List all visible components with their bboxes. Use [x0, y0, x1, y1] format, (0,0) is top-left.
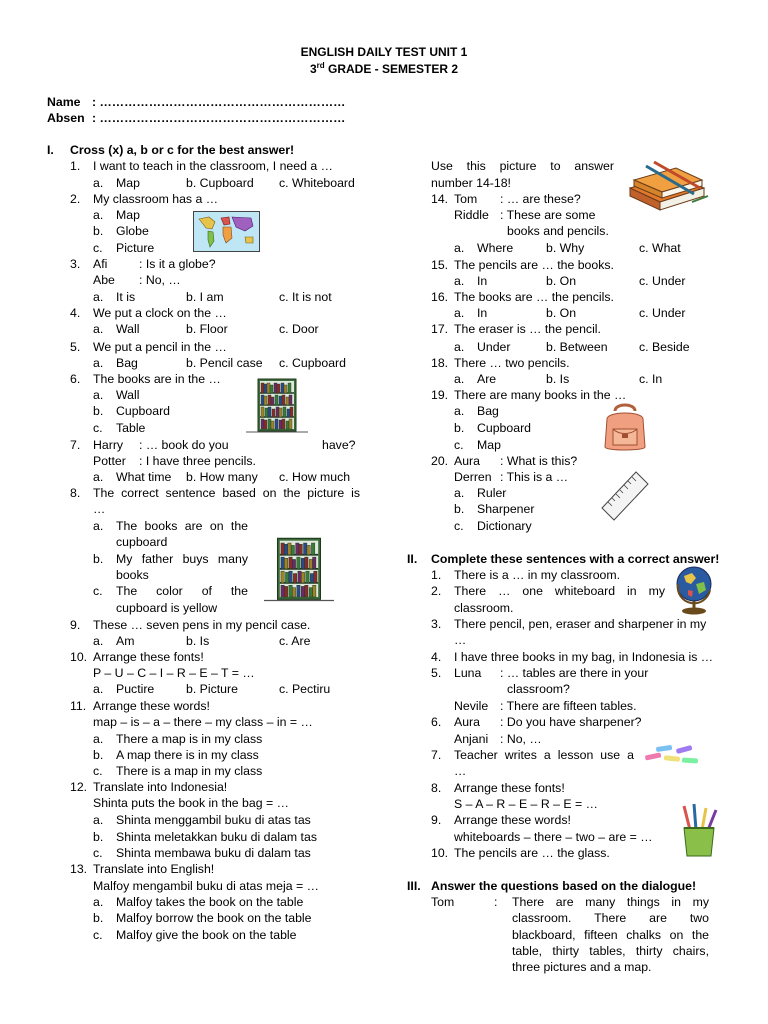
q11-option-c-letter[interactable]: c. — [93, 764, 103, 778]
q20-number: 20. — [431, 454, 449, 468]
q14-line-3: books and pencils. — [507, 224, 609, 238]
s2-item-4-number: 4. — [431, 650, 442, 664]
q3-option-b[interactable]: b. I am — [186, 290, 224, 304]
q11-number: 11. — [70, 699, 87, 713]
q20-speaker-2: Derren — [454, 470, 492, 484]
q5-number: 5. — [70, 340, 81, 354]
q17-number: 17. — [431, 322, 449, 336]
q3-option-c[interactable]: c. It is not — [279, 290, 332, 304]
q3-speaker-2: Abe — [93, 273, 115, 287]
s2-item-6-line-1: : Do you have sharpener? — [500, 715, 642, 729]
q18-option-a-letter[interactable]: a. — [454, 372, 465, 386]
q13-option-a[interactable]: Malfoy takes the book on the table — [116, 895, 304, 909]
q14-line-1: : … are these? — [500, 192, 581, 206]
s2-item-3-text-cont: … — [454, 633, 467, 647]
q18-number: 18. — [431, 356, 449, 370]
q11-option-a-letter[interactable]: a. — [93, 732, 104, 746]
q18-text: There … two pencils. — [454, 356, 570, 370]
q15-option-a[interactable]: In — [477, 274, 488, 288]
s2-item-6-line-2: : No, … — [500, 732, 542, 746]
q19-option-a-letter[interactable]: a. — [454, 404, 465, 418]
s2-item-8-letters: S – A – R – E – R – E = … — [454, 797, 598, 811]
q14-speaker-2: Riddle — [454, 208, 489, 222]
s2-item-6-speaker-2: Anjani — [454, 732, 489, 746]
q2-option-c-letter[interactable]: c. — [93, 241, 103, 255]
q20-option-b-letter[interactable]: b. — [454, 502, 465, 516]
s2-item-8-number: 8. — [431, 781, 442, 795]
s3-dialogue-line-2: classroom. There are two — [512, 911, 709, 925]
q12-option-a-letter[interactable]: a. — [93, 813, 104, 827]
q19-option-b-letter[interactable]: b. — [454, 421, 465, 435]
q12-sentence: Shinta puts the book in the bag = … — [93, 796, 289, 810]
q5-option-a-letter[interactable]: a. — [93, 356, 104, 370]
test-subtitle: 3rd GRADE - SEMESTER 2 — [309, 61, 459, 76]
q6-option-a-letter[interactable]: a. — [93, 388, 104, 402]
q12-number: 12. — [70, 780, 88, 794]
q9-option-a[interactable]: Am — [116, 634, 135, 648]
s3-dialogue-line-1: There are many things in my — [512, 895, 709, 909]
q6-option-a[interactable]: Wall — [116, 388, 140, 402]
q2-option-b[interactable]: Globe — [116, 224, 149, 238]
q11-text: Arrange these words! — [93, 699, 210, 713]
q9-number: 9. — [70, 618, 81, 632]
use-picture-instruction-cont: number 14-18! — [431, 176, 511, 190]
q18-option-b[interactable]: b. Is — [546, 372, 570, 386]
q1-text: I want to teach in the classroom, I need a … — [93, 159, 333, 173]
q6-text: The books are in the … — [93, 372, 221, 386]
q17-option-b[interactable]: b. Between — [546, 340, 608, 354]
q2-option-a-letter[interactable]: a. — [93, 208, 104, 222]
q10-option-b[interactable]: b. Picture — [186, 682, 238, 696]
s2-item-7-number: 7. — [431, 748, 442, 762]
section-3-heading: Answer the questions based on the dialogue! — [431, 879, 697, 893]
q8-option-c-letter[interactable]: c. — [93, 584, 103, 598]
q7-option-c[interactable]: c. How much — [279, 470, 351, 484]
s2-item-5-speaker-1: Luna — [454, 666, 482, 680]
q15-number: 15. — [431, 258, 449, 272]
q5-option-a[interactable]: Bag — [116, 356, 138, 370]
q13-option-c-letter[interactable]: c. — [93, 928, 103, 942]
s2-item-9-text: Arrange these words! — [454, 813, 571, 827]
q12-option-b-letter[interactable]: b. — [93, 830, 104, 844]
q13-text: Translate into English! — [93, 862, 215, 876]
s2-item-3-text: There pencil, pen, eraser and sharpener in my — [454, 617, 707, 631]
q15-option-c[interactable]: c. Under — [639, 274, 686, 288]
s2-item-2-text-cont: classroom. — [454, 601, 514, 615]
q8-option-b-letter[interactable]: b. — [93, 552, 104, 566]
books-and-pencils-picture — [624, 158, 712, 218]
q10-option-c[interactable]: c. Pectiru — [279, 682, 331, 696]
s2-item-8-text: Arrange these fonts! — [454, 781, 565, 795]
q1-option-a-letter[interactable]: a. — [93, 176, 104, 190]
q8-option-b[interactable]: My father buys many — [116, 552, 248, 566]
s2-item-7-text-cont: … — [454, 764, 467, 778]
q19-text: There are many books in the … — [454, 388, 627, 402]
s2-item-10-text: The pencils are … the glass. — [454, 846, 610, 860]
q13-sentence: Malfoy mengambil buku di atas meja = … — [93, 879, 319, 893]
q17-option-a-letter[interactable]: a. — [454, 340, 465, 354]
s2-item-5-line-1: : … tables are there in your — [500, 666, 649, 680]
ruler-picture — [598, 468, 652, 524]
q11-words: map – is – a – there – my class – in = … — [93, 715, 313, 729]
q20-option-a-letter[interactable]: a. — [454, 486, 465, 500]
section-3-number: III. — [407, 879, 421, 893]
bookshelf-picture — [246, 377, 308, 435]
s3-dialogue-line-4: table, thirty tables, thirty chairs, — [512, 944, 709, 958]
section-2-heading: Complete these sentences with a correct answer! — [431, 552, 720, 566]
q17-option-a[interactable]: Under — [477, 340, 511, 354]
q14-number: 14. — [431, 192, 449, 206]
q12-option-c-letter[interactable]: c. — [93, 846, 103, 860]
q5-option-c[interactable]: c. Cupboard — [279, 356, 346, 370]
s3-colon: : — [494, 895, 498, 909]
q18-option-a[interactable]: Are — [477, 372, 497, 386]
q12-text: Translate into Indonesia! — [93, 780, 228, 794]
q11-option-a[interactable]: There a map is in my class — [116, 732, 263, 746]
s2-item-3-number: 3. — [431, 617, 442, 631]
use-picture-instruction: Use this picture to answer — [431, 159, 614, 173]
s2-item-7-text: Teacher writes a lesson use a — [454, 748, 634, 762]
s2-item-2-number: 2. — [431, 584, 442, 598]
q3-line-2: : No, … — [139, 273, 181, 287]
q9-text: These … seven pens in my pencil case. — [93, 618, 311, 632]
absen-label: Absen — [47, 111, 85, 125]
q20-option-b[interactable]: Sharpener — [477, 502, 535, 516]
test-title: ENGLISH DAILY TEST UNIT 1 — [300, 45, 468, 59]
q14-option-c[interactable]: c. What — [639, 241, 681, 255]
q14-speaker-1: Tom — [454, 192, 478, 206]
q7-number: 7. — [70, 438, 81, 452]
s2-item-6-number: 6. — [431, 715, 442, 729]
q6-option-c[interactable]: Table — [116, 421, 146, 435]
s2-item-5-line-2: classroom? — [507, 682, 570, 696]
q19-option-c[interactable]: Map — [477, 438, 501, 452]
q7-line-1: : … book do you — [139, 438, 229, 452]
q13-number: 13. — [70, 862, 88, 876]
q7-option-b[interactable]: b. How many — [186, 470, 258, 484]
bookshelf-picture-2 — [264, 536, 334, 604]
s2-item-5-line-3: : There are fifteen tables. — [500, 699, 637, 713]
q7-option-a-letter[interactable]: a. — [93, 470, 104, 484]
q16-number: 16. — [431, 290, 449, 304]
q3-number: 3. — [70, 257, 81, 271]
pencil-glass-picture — [676, 802, 722, 860]
q16-text: The books are … the pencils. — [454, 290, 614, 304]
q3-option-a[interactable]: It is — [116, 290, 136, 304]
q7-speaker-1: Harry — [93, 438, 124, 452]
section-1-number: I. — [47, 143, 54, 157]
q7-option-a[interactable]: What time — [116, 470, 172, 484]
q17-text: The eraser is … the pencil. — [454, 322, 601, 336]
q6-option-c-letter[interactable]: c. — [93, 421, 103, 435]
q15-option-b[interactable]: b. On — [546, 274, 577, 288]
q8-option-a-cont[interactable]: cupboard — [116, 535, 168, 549]
absen-field[interactable]: : …………………………………………………… — [92, 111, 346, 125]
s2-item-2-text: There … one whiteboard in my — [454, 584, 665, 598]
chalk-picture — [642, 740, 702, 768]
q19-option-c-letter[interactable]: c. — [454, 438, 464, 452]
q14-option-b[interactable]: b. Why — [546, 241, 585, 255]
q16-option-a[interactable]: In — [477, 306, 488, 320]
q19-option-b[interactable]: Cupboard — [477, 421, 532, 435]
s2-item-4-text: I have three books in my bag, in Indonesia is … — [454, 650, 714, 664]
q14-option-a-letter[interactable]: a. — [454, 241, 465, 255]
q10-option-a-letter[interactable]: a. — [93, 682, 104, 696]
s2-item-5-number: 5. — [431, 666, 442, 680]
q10-number: 10. — [70, 650, 88, 664]
q1-option-a[interactable]: Map — [116, 176, 140, 190]
s2-item-1-text: There is a … in my classroom. — [454, 568, 621, 582]
s3-dialogue-line-5: three pictures and a map. — [512, 960, 652, 974]
q13-option-b-letter[interactable]: b. — [93, 911, 104, 925]
s2-item-6-speaker-1: Aura — [454, 715, 480, 729]
q9-option-a-letter[interactable]: a. — [93, 634, 104, 648]
q11-option-b-letter[interactable]: b. — [93, 748, 104, 762]
q7-line-1-end: have? — [322, 438, 356, 452]
q8-option-b-cont[interactable]: books — [116, 568, 149, 582]
q10-option-a[interactable]: Puctire — [116, 682, 155, 696]
q3-option-a-letter[interactable]: a. — [93, 290, 104, 304]
q8-text: The correct sentence based on the picture is — [93, 486, 360, 500]
backpack-picture — [599, 401, 651, 453]
q16-option-a-letter[interactable]: a. — [454, 306, 465, 320]
q15-text: The pencils are … the books. — [454, 258, 614, 272]
section-2-number: II. — [407, 552, 418, 566]
q6-option-b-letter[interactable]: b. — [93, 404, 104, 418]
q19-number: 19. — [431, 388, 449, 402]
q11-option-b[interactable]: A map there is in my class — [116, 748, 259, 762]
q7-speaker-2: Potter — [93, 454, 126, 468]
q4-option-a[interactable]: Wall — [116, 322, 140, 336]
globe-picture — [672, 564, 716, 616]
q17-option-c[interactable]: c. Beside — [639, 340, 690, 354]
q1-option-c[interactable]: c. Whiteboard — [279, 176, 355, 190]
q20-option-a[interactable]: Ruler — [477, 486, 507, 500]
q20-option-c-letter[interactable]: c. — [454, 519, 464, 533]
q16-option-c[interactable]: c. Under — [639, 306, 686, 320]
q13-option-a-letter[interactable]: a. — [93, 895, 104, 909]
q8-text-end: … — [93, 502, 106, 516]
q4-number: 4. — [70, 306, 81, 320]
q10-text: Arrange these fonts! — [93, 650, 204, 664]
q19-option-a[interactable]: Bag — [477, 404, 499, 418]
q4-option-a-letter[interactable]: a. — [93, 322, 104, 336]
q6-option-b[interactable]: Cupboard — [116, 404, 171, 418]
s2-item-9-words: whiteboards – there – two – are = … — [454, 830, 653, 844]
q8-option-c[interactable]: The color of the — [116, 584, 248, 598]
q2-number: 2. — [70, 192, 81, 206]
q20-option-c[interactable]: Dictionary — [477, 519, 532, 533]
q2-option-c[interactable]: Picture — [116, 241, 155, 255]
s2-item-10-number: 10. — [431, 846, 449, 860]
q4-text: We put a clock on the … — [93, 306, 227, 320]
q5-text: We put a pencil in the … — [93, 340, 227, 354]
s3-dialogue-line-3: blackboard, fifteen chalks on the — [512, 928, 709, 942]
q13-option-b[interactable]: Malfoy borrow the book on the table — [116, 911, 312, 925]
q8-option-a[interactable]: The books are on the — [116, 519, 248, 533]
q2-text: My classroom has a … — [93, 192, 219, 206]
q20-speaker-1: Aura — [454, 454, 480, 468]
q8-option-c-cont[interactable]: cupboard is yellow — [116, 601, 218, 615]
q14-line-2: : These are some — [500, 208, 596, 222]
q10-letters: P – U – C – I – R – E – T = … — [93, 666, 255, 680]
q12-option-c[interactable]: Shinta membawa buku di dalam tas — [116, 846, 311, 860]
q12-option-a[interactable]: Shinta menggambil buku di atas tas — [116, 813, 311, 827]
q20-line-1: : What is this? — [500, 454, 578, 468]
q3-line-1: : Is it a globe? — [139, 257, 216, 271]
s2-item-5-speaker-2: Nevile — [454, 699, 489, 713]
q1-option-b[interactable]: b. Cupboard — [186, 176, 254, 190]
q2-option-a[interactable]: Map — [116, 208, 140, 222]
q3-speaker-1: Afi — [93, 257, 108, 271]
q20-line-2: : This is a … — [500, 470, 569, 484]
q7-line-2: : I have three pencils. — [139, 454, 256, 468]
q8-option-a-letter[interactable]: a. — [93, 519, 104, 533]
q8-number: 8. — [70, 486, 81, 500]
q11-option-c[interactable]: There is a map in my class — [116, 764, 263, 778]
q5-option-b[interactable]: b. Pencil case — [186, 356, 263, 370]
q12-option-b[interactable]: Shinta meletakkan buku di dalam tas — [116, 830, 317, 844]
s2-item-1-number: 1. — [431, 568, 442, 582]
world-map-picture — [193, 211, 260, 252]
s2-item-9-number: 9. — [431, 813, 442, 827]
name-field[interactable]: : …………………………………………………… — [92, 95, 346, 109]
q16-option-b[interactable]: b. On — [546, 306, 577, 320]
q13-option-c[interactable]: Malfoy give the book on the table — [116, 928, 297, 942]
s3-speaker: Tom — [431, 895, 455, 909]
q14-option-a[interactable]: Where — [477, 241, 514, 255]
q4-option-b[interactable]: b. Floor — [186, 322, 228, 336]
q1-number: 1. — [70, 159, 81, 173]
q6-number: 6. — [70, 372, 81, 386]
section-1-heading: Cross (x) a, b or c for the best answer! — [70, 143, 295, 157]
q15-option-a-letter[interactable]: a. — [454, 274, 465, 288]
q9-option-b[interactable]: b. Is — [186, 634, 210, 648]
q9-option-c[interactable]: c. Are — [279, 634, 311, 648]
q4-option-c[interactable]: c. Door — [279, 322, 319, 336]
name-label: Name — [47, 95, 81, 109]
q18-option-c[interactable]: c. In — [639, 372, 663, 386]
q2-option-b-letter[interactable]: b. — [93, 224, 104, 238]
